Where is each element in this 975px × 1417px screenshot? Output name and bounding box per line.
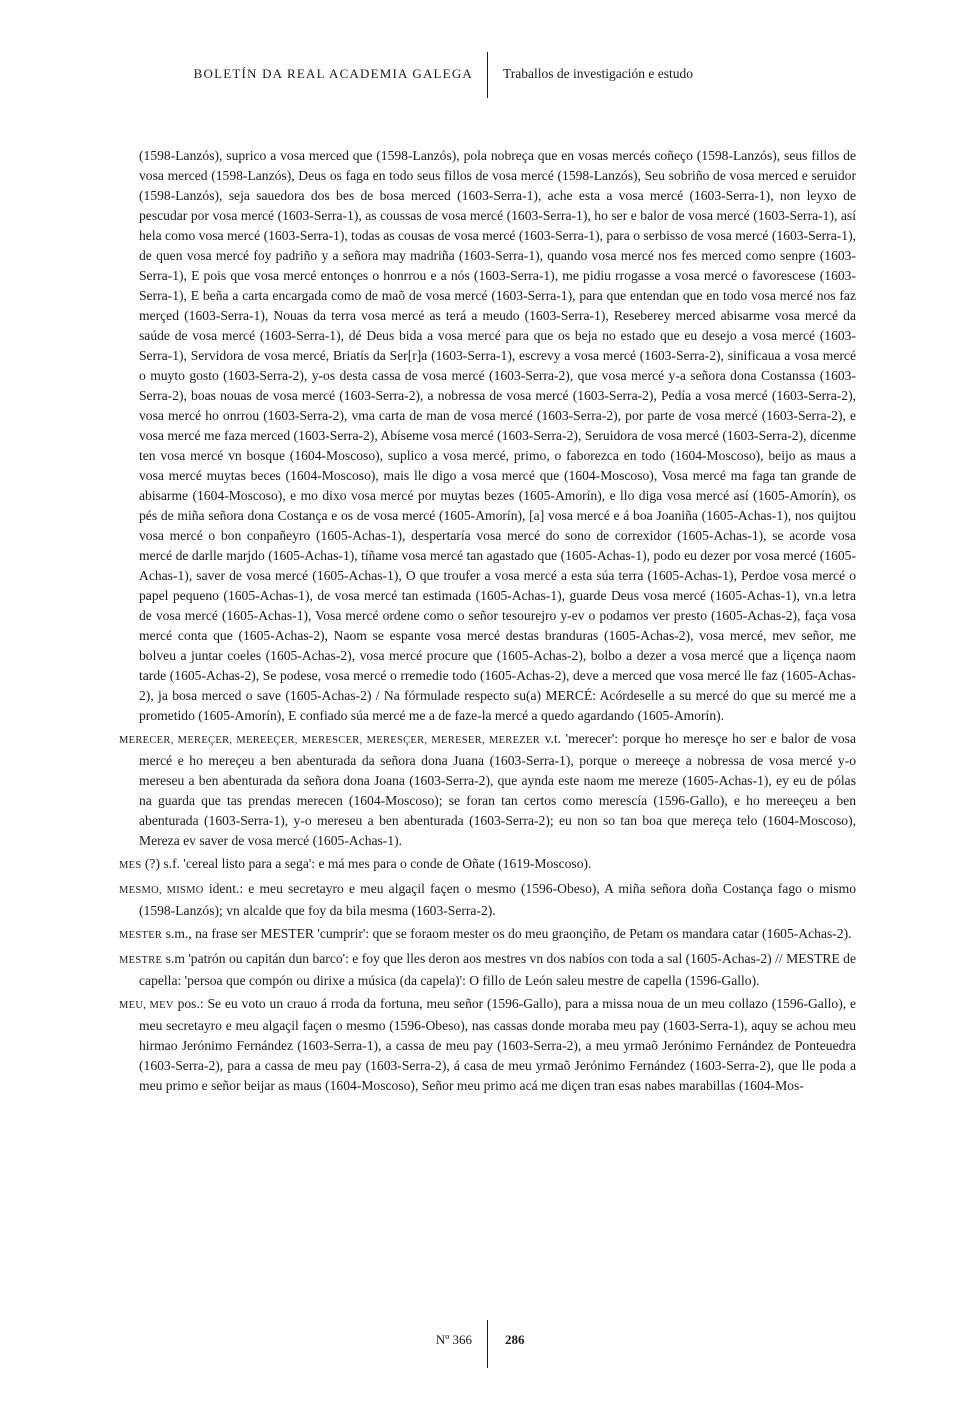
entry-text: (?) s.f. 'cereal listo para a sega': e má mes para o conde de Oñate (1619-Moscoso). [141,856,592,871]
entry-headword: MESTRE [119,955,163,966]
entry-text: v.t. 'merecer': porque ho meresçe ho ser e balor de vosa mercé e ho mereçeu a ben abenturada da señora dona Juana (1603-Serra-1), porque o mereeçe a nobressa de vosa mercé y-o mereseu a ben abenturada da señora dona Joana (1603-Serra-2), que aynda este naom me mereze (1605-Achas-1), ey eu de pólas na guarda que tas prendas merecen (1604-Moscoso); se foran tan certos como merescía (1596-Gallo), e ho mereeçeu a ben abenturada (1603-Serra-1), y-o mereseu a ben abenturada (1603-Serra-2); eu non so tan boa que mereça telo (1604-Moscoso), Mereza ev saver de vosa mercé (1605-Achas-1). [139,731,856,848]
entry-text: s.m., na frase ser MESTER 'cumprir': que se foraom mester os do meu graonçiño, de Petam os mandara catar (1605-Achas-2). [162,926,852,941]
page-footer [0,1320,975,1368]
dictionary-entry [119,729,856,851]
entry-text: ident.: e meu secretayro e meu algaçil façen o mesmo (1596-Obeso), A miña señora doña Costança fago o mismo (1598-Lanzós); vn alcalde que foy da bila mesma (1603-Serra-2). [139,881,856,918]
dictionary-entry [119,994,856,1096]
entry-headword: MERECER, MEREÇER, MEREEÇER, MERESCER, MERESÇER, MERESER, MEREZER [119,735,541,746]
entry-headword: MES [119,860,142,871]
entry-text: pos.: Se eu voto un crauo á rroda da fortuna, meu señor (1596-Gallo), para a missa noua de un meu collazo (1596-Gallo), e meu secretayro e meu algaçil façen o mesmo (1596-Obeso), nas cassas donde moraba meu pay (1603-Serra-1), aquy se achou meu hirmao Jerónimo Fernández (1603-Serra-1), a cassa de meu pay (1603-Serra-2), a meu yrmaõ Jerónimo Fernández de Ponteuedra (1603-Serra-2), para a cassa de meu pay (1603-Serra-2), á casa de meu yrmaõ Jerónimo Fernández (1603-Serra-2), que lle poda a meu primo e señor beijar as maus (1604-Moscoso), Señor meu primo acá me diçen tran esas nabes marabillas (1604-Mos- [139,996,856,1093]
dictionary-entry [119,924,856,946]
continued-entry-text: (1598-Lanzós), suprico a vosa merced que (1598-Lanzós), pola nobreça que en vosas mercés coñeço (1598-Lanzós), seus fillos de vosa merced (1598-Lanzós), Deus os faga en todo seus fillos de vosa mercé (1598-Lanzós), Seu sobriño de vosa merced e seruidor (1598-Lanzós), seja sauedora dos bes de bosa merced (1603-Serra-1), ache esta a vosa mercé (1603-Serra-1), non leyxo de pescudar por vosa mercé (1603-Serra-1), as coussas de vosa mercé (1603-Serra-1), ho ser e balor de vosa mercé (1603-Serra-1), así hela como vosa mercé (1603-Serra-1), todas as cousas de vosa mercé (1603-Serra-1), para o serbisso de vosa mercé (1603-Serra-1), de quen vosa mercé foy padriño y a señora may madriña (1603-Serra-1), quando vosa mercé nos fes merced como senpre (1603-Serra-1), E pois que vosa mercé entonçes o honrrou e a nós (1603-Serra-1), me pidiu rrogasse a vosa mercé o favorescese (1603-Serra-1), E beña a carta encargada como de maõ de vosa mercé (1603-Serra-1), para que entendan que en todo vosa mercé nos faz merçed (1603-Serra-1), Nouas da terra vosa mercé as terá a meudo (1603-Serra-1), Reseberey merced abisarme vosa mercé da saúde de vosa mercé (1603-Serra-1), dé Deus bida a vosa mercé para que os beja no estado que eu desejo a vosa mercé (1603-Serra-1), Servidora de vosa mercé, Briatís da Ser[r]a (1603-Serra-1), escrevy a vosa mercé (1603-Serra-2), sinificaua a vosa mercé o muyto gosto (1603-Serra-2), y-os desta cassa de vosa mercé (1603-Serra-2), que vosa mercé y-a señora dona Costanssa (1603-Serra-2), boas nouas de vosa mercé (1603-Serra-2), a nobressa de vosa mercé (1603-Serra-2), Pedía a vosa mercé (1603-Serra-2), vosa mercé ho onrrou (1603-Serra-2), vma carta de man de vosa mercé (1603-Serra-2), por parte de vosa mercé (1603-Serra-2), e vosa mercé me faza merced (1603-Serra-2), Abíseme vosa mercé (1603-Serra-2), Seruidora de vosa mercé (1603-Serra-2), dícenme ten vosa mercé vn bosque (1604-Moscoso), suplico a vosa mercé, primo, o faborezca en todo (1604-Moscoso), beijo as maus a vosa mercé muytas beces (1604-Moscoso), mais lle digo a vosa mercé que (1604-Moscoso), Vosa mercé ma faga tan grande de abisarme (1604-Moscoso), e mo dixo vosa mercé por muytas bezes (1605-Amorín), e llo diga vosa mercé así (1605-Amorín), os pés de miña señora dona Costança e os de vosa mercé (1605-Amorín), [a] vosa mercé e á boa Joaniña (1605-Achas-1), nos quijtou vosa mercé o bon conpañeyro (1605-Achas-1), despertaría vosa mercé do sono de correxidor (1605-Achas-1), se acorde vosa mercé de darlle marjdo (1605-Achas-1), tíñame vosa mercé tan agastado que (1605-Achas-1), podo eu dezer por vosa mercé (1605-Achas-1), saver de vosa mercé (1605-Achas-1), O que troufer a vosa mercé a esta súa terra (1605-Achas-1), Perdoe vosa mercé o papel pequeno (1605-Achas-1), de vosa mercé tan estimada (1605-Achas-1), guarde Deus vosa mercé (1605-Achas-1), vn.a letra de vosa mercé (1605-Achas-1), Vosa mercé ordene como o señor tesourejro y-ev o podamos ver presto (1605-Achas-2), faça vosa mercé conta que (1605-Achas-2), Naom se espante vosa mercé destas branduras (1605-Achas-2), vosa mercé, mev señor, me bolveu a juntar coeles (1605-Achas-2), vosa mercé procure que (1605-Achas-2), bolbo a dezer a vosa mercé que a liçença naom tarde (1605-Achas-2), Se podese, vosa mercé o rremedie todo (1605-Achas-2), deve a merced que vosa mercé lle faz (1605-Achas-2), ja bosa merced o save (1605-Achas-2) / Na fórmulade respecto su(a) MERCÉ: Acórdeselle a su mercé do que su mercé me a prometido (1605-Amorín), E confiado súa mercé me a de faze-la mercé a quedo agardando (1605-Amorín). [139,148,856,723]
section-title: Traballos de investigación e estudo [503,66,693,81]
footer-divider [487,1320,488,1368]
dictionary-entry [119,854,856,876]
header-divider [487,52,488,98]
page-number: 286 [505,1332,525,1347]
journal-title: BOLETÍN DA REAL ACADEMIA GALEGA [193,66,473,81]
dictionary-entry [119,879,856,921]
entry-text: s.m 'patrón ou capitán dun barco': e foy que lles deron aos mestres vn dos nabíos con toda a sal (1605-Achas-2) // MESTRE de capella: 'persoa que compón ou dirixe a música (da capela)': O fillo de León saleu mestre de capella (1596-Gallo). [139,951,856,988]
entry-headword: MEU, MEV [119,1000,174,1011]
dictionary-body [119,146,856,1096]
entry-headword: MESMO, MISMO [119,885,204,896]
entry-headword: MESTER [119,930,163,941]
dictionary-entry [119,949,856,991]
running-header [0,52,975,98]
issue-number: Nº 366 [435,1332,472,1347]
